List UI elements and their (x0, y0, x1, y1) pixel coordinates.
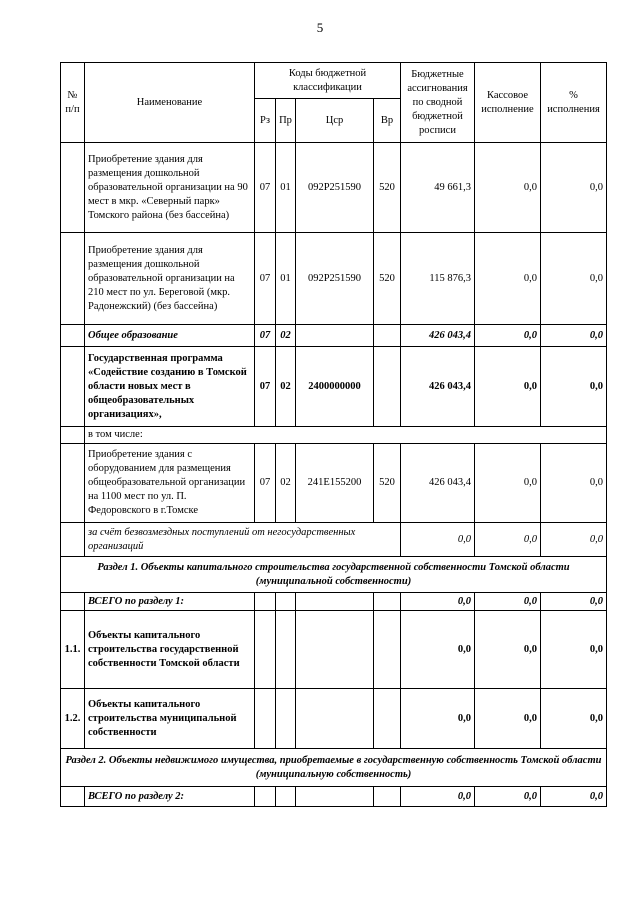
row-cash: 0,0 (475, 611, 541, 689)
row-budget: 0,0 (401, 787, 475, 807)
row-num (61, 233, 85, 325)
row-name: Приобретение здания для размещения дошкольной образовательной организации на 90 мест в мкр. «Северный парк» Томского района (без бассейна) (85, 143, 255, 233)
row-num (61, 325, 85, 347)
header-num: № п/п (61, 63, 85, 143)
section-row (61, 557, 607, 593)
row-rz: 07 (255, 444, 276, 523)
row-pr: 02 (276, 444, 296, 523)
row-cash: 0,0 (475, 325, 541, 347)
row-num (61, 593, 85, 611)
page-number: 5 (316, 20, 324, 35)
row-csr: 2400000000 (296, 347, 374, 427)
table-row (61, 325, 607, 347)
row-num (61, 143, 85, 233)
table-row (61, 787, 607, 807)
section-title: Раздел 1. Объекты капитального строительства государственной собственности Томской области (муниципальной собственности) (61, 557, 607, 593)
row-percent: 0,0 (541, 233, 607, 325)
row-rz: 07 (255, 347, 276, 427)
header-rz: Рз (255, 99, 276, 143)
row-vr: 520 (374, 444, 401, 523)
row-name: ВСЕГО по разделу 1: (85, 593, 255, 611)
header-codes: Коды бюджетной классификации (255, 63, 401, 99)
row-name: Объекты капитального строительства муниципальной собственности (85, 689, 255, 749)
row-num (61, 347, 85, 427)
header-budget: Бюджетные ассигнования по сводной бюджетной росписи (401, 63, 475, 143)
row-vr (374, 347, 401, 427)
header-name: Наименование (85, 63, 255, 143)
row-cash: 0,0 (475, 593, 541, 611)
budget-table (60, 62, 607, 807)
row-vr (374, 325, 401, 347)
row-budget: 426 043,4 (401, 347, 475, 427)
row-cash: 0,0 (475, 689, 541, 749)
header-vr: Вр (374, 99, 401, 143)
row-name: ВСЕГО по разделу 2: (85, 787, 255, 807)
table-row (61, 593, 607, 611)
table-row (61, 427, 607, 444)
row-name: Государственная программа «Содействие созданию в Томской области новых мест в общеобразовательных организациях», (85, 347, 255, 427)
header-pr: Пр (276, 99, 296, 143)
row-percent: 0,0 (541, 347, 607, 427)
row-pr: 02 (276, 325, 296, 347)
row-name: Приобретение здания для размещения дошкольной образовательной организации на 210 мест по ул. Береговой (мкр. Радонежский) (без бассейна) (85, 233, 255, 325)
row-cash: 0,0 (475, 347, 541, 427)
row-name: Приобретение здания с оборудованием для размещения общеобразовательной организации на 1100 мест по ул. П. Федоровского в г.Томске (85, 444, 255, 523)
section-row (61, 749, 607, 787)
row-cash: 0,0 (475, 444, 541, 523)
row-num (61, 787, 85, 807)
row-num: 1.2. (61, 689, 85, 749)
row-budget: 0,0 (401, 689, 475, 749)
row-pr: 01 (276, 233, 296, 325)
row-rz: 07 (255, 233, 276, 325)
row-percent: 0,0 (541, 611, 607, 689)
row-csr (296, 325, 374, 347)
table-row (61, 523, 607, 557)
row-csr: 092P251590 (296, 233, 374, 325)
table-row (61, 347, 607, 427)
header-percent: % исполнения (541, 63, 607, 143)
row-percent: 0,0 (541, 143, 607, 233)
table-row (61, 689, 607, 749)
row-budget: 426 043,4 (401, 444, 475, 523)
row-budget: 426 043,4 (401, 325, 475, 347)
row-budget: 49 661,3 (401, 143, 475, 233)
row-name: в том числе: (85, 427, 607, 444)
section-title: Раздел 2. Объекты недвижимого имущества, приобретаемые в государственную собственность Томской области (муниципальную собственность) (61, 749, 607, 787)
row-percent: 0,0 (541, 787, 607, 807)
row-num: 1.1. (61, 611, 85, 689)
row-vr: 520 (374, 233, 401, 325)
row-percent: 0,0 (541, 523, 607, 557)
header-row (61, 63, 607, 99)
table-row (61, 143, 607, 233)
row-budget: 115 876,3 (401, 233, 475, 325)
row-rz: 07 (255, 325, 276, 347)
row-vr: 520 (374, 143, 401, 233)
header-csr: Цср (296, 99, 374, 143)
row-budget: 0,0 (401, 611, 475, 689)
row-budget: 0,0 (401, 593, 475, 611)
row-pr: 01 (276, 143, 296, 233)
header-cash: Кассовое исполнение (475, 63, 541, 143)
row-percent: 0,0 (541, 689, 607, 749)
row-percent: 0,0 (541, 325, 607, 347)
row-csr: 092P251590 (296, 143, 374, 233)
table-row (61, 233, 607, 325)
row-percent: 0,0 (541, 593, 607, 611)
row-budget: 0,0 (401, 523, 475, 557)
row-cash: 0,0 (475, 787, 541, 807)
row-name: Объекты капитального строительства государственной собственности Томской области (85, 611, 255, 689)
table-row (61, 444, 607, 523)
row-num (61, 444, 85, 523)
row-rz: 07 (255, 143, 276, 233)
row-name: Общее образование (85, 325, 255, 347)
row-cash: 0,0 (475, 143, 541, 233)
row-cash: 0,0 (475, 523, 541, 557)
table-row (61, 611, 607, 689)
row-percent: 0,0 (541, 444, 607, 523)
row-name: за счёт безвозмездных поступлений от негосударственных организаций (85, 523, 401, 557)
row-pr: 02 (276, 347, 296, 427)
row-cash: 0,0 (475, 233, 541, 325)
row-csr: 241E155200 (296, 444, 374, 523)
